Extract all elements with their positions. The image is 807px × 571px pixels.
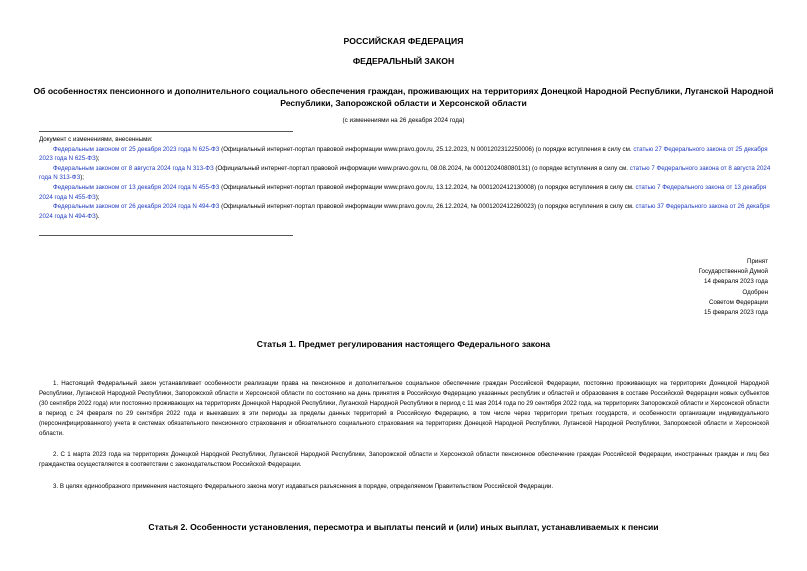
- amendment-item: [39, 145, 774, 164]
- amendment-end: );: [80, 174, 84, 182]
- amendment-law-link[interactable]: Федеральным законом от 13 декабря 2024 года N 455-ФЗ: [53, 183, 220, 191]
- approved-by: Советом Федерации: [709, 298, 768, 306]
- amendment-source: (Официальный интернет-портал правовой информации www.pravo.gov.ru, 25.12.2023, N 0001202312250006) (о порядке вступления в силу см.: [219, 145, 634, 153]
- article-2-title: Статья 2. Особенности установления, пересмотра и выплаты пенсий и (или) иных выплат, устанавливаемых к пенсии: [148, 522, 659, 532]
- amendment-end: ).: [95, 212, 100, 220]
- amendment-end: );: [95, 193, 100, 201]
- law-title: Об особенностях пенсионного и дополнительного социального обеспечения граждан, проживающих на территориях Донецкой Народной Республики, Луганской Народной Республики, Запорожской области и Херсонской области: [33, 86, 774, 108]
- law-kind-heading: ФЕДЕРАЛЬНЫЙ ЗАКОН: [352, 56, 455, 66]
- country-heading: РОССИЙСКАЯ ФЕДЕРАЦИЯ: [343, 36, 464, 46]
- article-1-title: Статья 1. Предмет регулирования настоящего Федерального закона: [256, 339, 551, 349]
- adoption-block: [600, 257, 768, 318]
- amendment-item: [39, 183, 774, 202]
- changes-divider-bottom: [39, 235, 293, 236]
- approved-label: Одобрен: [742, 288, 768, 296]
- changes-divider-top: [39, 131, 293, 132]
- changes-intro: Документ с изменениями, внесенными:: [39, 136, 153, 143]
- article-1-paragraph-2: 2. С 1 марта 2023 года на территориях Донецкой Народной Республики, Луганской Народной Республики, Запорожской области и Херсонской области пенсионное обеспечение граждан Российской Федерации, иностранных граждан и лиц без гражданства осуществляется в соответствии с законодательством Российской Федерации.: [39, 451, 769, 468]
- adopted-label: Принят: [747, 258, 768, 265]
- amendment-article-link[interactable]: статью 37 Федерального закона от 26 декабря 2024 года N 494-ФЗ: [39, 203, 770, 220]
- amendment-item: [39, 202, 774, 221]
- amendment-article-link[interactable]: статью 7 Федерального закона от 8 августа 2024 года N 313-ФЗ: [39, 164, 771, 182]
- amendment-law-link[interactable]: Федеральным законом от 26 декабря 2024 года N 494-ФЗ: [53, 203, 220, 211]
- amendment-end: );: [95, 155, 100, 163]
- amendment-source: (Официальный интернет-портал правовой информации www.pravo.gov.ru, 26.12.2024, № 0001202412260023) (о порядке вступления в силу см.: [219, 203, 636, 211]
- amendment-article-link[interactable]: статью 7 Федерального закона от 13 декабря 2024 года N 455-ФЗ: [39, 183, 767, 201]
- amendment-source: (Официальный интернет-портал правовой информации www.pravo.gov.ru, 08.08.2024, № 0001202408080131) (о порядке вступления в силу см.: [213, 164, 630, 172]
- adopted-date: 14 февраля 2023 года: [704, 278, 768, 286]
- amendment-law-link[interactable]: Федеральным законом от 25 декабря 2023 года N 625-ФЗ: [53, 145, 220, 153]
- amendment-item: [39, 164, 774, 183]
- article-1-paragraph-1: 1. Настоящий Федеральный закон устанавливает особенности реализации права на пенсионное и дополнительное социальное обеспечение граждан Российской Федерации, постоянно проживающих на территориях Донецкой Народной Республики, Луганской Народной Республики, Запорожской области и Херсонской области по состоянию на день принятия в Российскую Федерацию указанных республик и областей и образования в составе Российской Федерации новых субъектов (30 сентября 2022 года) или постоянно проживающих на территориях Донецкой Народной Республики, Луганской Народной Республики в период с 11 мая 2014 года по 29 сентября 2022 года, на территориях Запорожской области и Херсонской области в период с 24 февраля по 29 сентября 2022 года и выехавших в эти периоды за пределы данных территорий в Российскую Федерацию, в том числе через территории третьих государств, и особенности организации индивидуального (персонифицированного) учета в системах обязательного пенсионного страхования и обязательного социального страхования на территориях Донецкой Народной Республики, Луганской Народной Республики, Запорожской области и Херсонской области.: [39, 380, 769, 437]
- approved-date: 15 февраля 2023 года: [704, 309, 768, 317]
- changes-block: [39, 135, 774, 221]
- adopted-by: Государственной Думой: [698, 268, 768, 276]
- amendment-law-link[interactable]: Федеральным законом от 8 августа 2024 года N 313-ФЗ: [53, 164, 214, 172]
- changes-note: (с изменениями на 26 декабря 2024 года): [342, 117, 465, 124]
- amendment-source: (Официальный интернет-портал правовой информации www.pravo.gov.ru, 13.12.2024, № 0001202412130008) (о порядке вступления в силу см.: [219, 183, 636, 191]
- amendment-article-link[interactable]: статью 27 Федерального закона от 25 декабря 2023 года N 625-ФЗ: [39, 145, 768, 163]
- article-1-paragraph-3: 3. В целях единообразного применения настоящего Федерального закона могут издаваться разъяснения в порядке, определяемом Правительством Российской Федерации.: [53, 483, 554, 490]
